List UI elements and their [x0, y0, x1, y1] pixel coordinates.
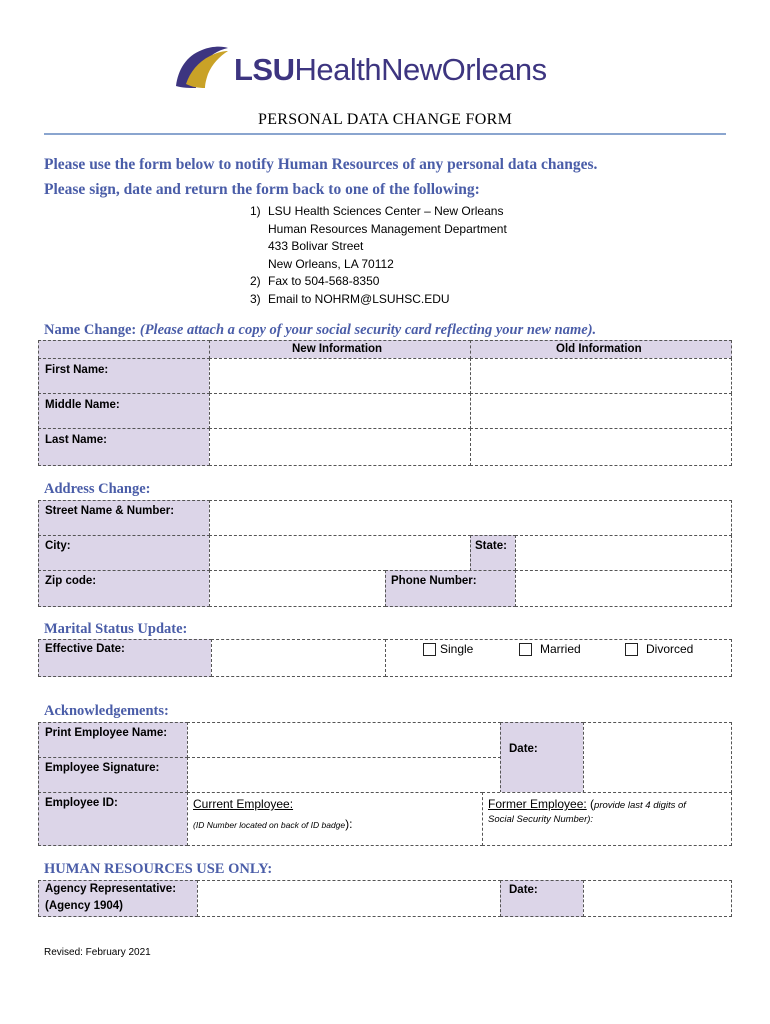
hr-date-label: Date:	[509, 884, 538, 896]
signature-label-cell	[38, 757, 188, 793]
married-checkbox[interactable]	[519, 643, 532, 656]
title-divider	[44, 133, 726, 135]
current-note-close: ):	[345, 817, 353, 831]
current-note-text: (ID Number located on back of ID badge	[193, 820, 346, 830]
name-header-blank	[38, 340, 210, 359]
signature-field[interactable]	[187, 757, 501, 793]
logo	[172, 42, 602, 94]
signature-label: Employee Signature:	[45, 762, 160, 774]
print-name-label: Print Employee Name:	[45, 727, 168, 739]
employee-id-label: Employee ID:	[45, 797, 118, 809]
city-label: City:	[45, 540, 71, 552]
fax-line: Fax to 504-568-8350	[268, 274, 380, 288]
first-name-new-field[interactable]	[209, 358, 471, 394]
middle-name-label: Middle Name:	[45, 399, 120, 411]
ack-date-label-cell	[500, 722, 584, 793]
state-label: State:	[475, 540, 507, 552]
current-employee-field[interactable]	[187, 792, 483, 846]
single-label: Single	[440, 642, 474, 656]
divorced-label: Divorced	[646, 642, 694, 656]
current-employee-label: Current Employee:	[193, 797, 294, 811]
last-name-new-field[interactable]	[209, 428, 471, 466]
address-line-1: LSU Health Sciences Center – New Orleans	[268, 204, 504, 218]
former-employee-field[interactable]	[482, 792, 732, 846]
city-field[interactable]	[209, 535, 471, 571]
logo-lsu-text: LSU	[234, 52, 295, 87]
agency-rep-field[interactable]	[197, 880, 501, 917]
middle-name-label-cell	[38, 393, 210, 429]
lsu-swoosh-icon	[172, 42, 230, 92]
first-name-label: First Name:	[45, 364, 109, 376]
married-label: Married	[540, 642, 581, 656]
agency-rep-label: Agency Representative:	[45, 883, 177, 895]
former-note-2: Social Security Number):	[488, 814, 594, 825]
zip-label: Zip code:	[45, 575, 97, 587]
print-name-field[interactable]	[187, 722, 501, 758]
name-header-new	[209, 340, 471, 359]
print-name-label-cell	[38, 722, 188, 758]
marital-status-heading: Marital Status Update:	[44, 621, 188, 637]
email-line: Email to NOHRM@LSUHSC.EDU	[268, 291, 450, 306]
middle-name-old-field[interactable]	[470, 393, 732, 429]
list-number-2: 2)	[250, 274, 261, 288]
effective-date-label-cell	[38, 639, 212, 677]
ack-date-label: Date:	[509, 743, 538, 755]
phone-label-cell	[385, 570, 516, 607]
intro-line-1: Please use the form below to notify Human Resources of any personal data changes.	[44, 156, 598, 173]
agency-rep-label-cell	[38, 880, 198, 917]
revised-date: Revised: February 2021	[44, 947, 151, 958]
first-name-label-cell	[38, 358, 210, 394]
effective-date-field[interactable]	[211, 639, 386, 677]
intro-line-2: Please sign, date and return the form back to one of the following:	[44, 181, 480, 198]
list-number-1: 1)	[250, 204, 261, 218]
state-label-cell	[470, 535, 516, 571]
former-paren: (	[590, 797, 595, 811]
state-field[interactable]	[515, 535, 732, 571]
current-employee-note	[193, 817, 352, 831]
form-title: PERSONAL DATA CHANGE FORM	[258, 111, 513, 128]
employee-id-label-cell	[38, 792, 188, 846]
single-checkbox[interactable]	[423, 643, 436, 656]
address-change-heading: Address Change:	[44, 481, 151, 497]
name-change-note: (Please attach a copy of your social security card reflecting your new name).	[139, 322, 597, 338]
street-label-cell	[38, 500, 210, 536]
middle-name-new-field[interactable]	[209, 393, 471, 429]
phone-field[interactable]	[515, 570, 732, 607]
last-name-old-field[interactable]	[470, 428, 732, 466]
column-old-info: Old Information	[556, 343, 642, 355]
former-note-1: provide last 4 digits of	[594, 800, 686, 811]
hr-date-field[interactable]	[583, 880, 732, 917]
name-header-old	[470, 340, 732, 359]
acknowledgements-heading: Acknowledgements:	[44, 703, 169, 719]
address-line-2: Human Resources Management Department	[268, 221, 507, 236]
ack-date-field[interactable]	[583, 722, 732, 793]
address-line-3: 433 Bolivar Street	[268, 239, 364, 253]
agency-code-label: (Agency 1904)	[45, 900, 123, 912]
hr-use-only-heading: HUMAN RESOURCES USE ONLY:	[44, 861, 273, 877]
zip-field[interactable]	[209, 570, 386, 607]
former-employee-heading	[488, 797, 686, 811]
city-label-cell	[38, 535, 210, 571]
effective-date-label: Effective Date:	[45, 643, 125, 655]
first-name-old-field[interactable]	[470, 358, 732, 394]
name-change-heading	[44, 322, 596, 339]
street-field[interactable]	[209, 500, 732, 536]
hr-date-label-cell	[500, 880, 584, 917]
phone-label: Phone Number:	[391, 575, 477, 587]
address-line-4: New Orleans, LA 70112	[268, 256, 394, 271]
logo-rest-text: HealthNewOrleans	[294, 52, 547, 87]
column-new-info: New Information	[292, 343, 383, 355]
marital-options-cell	[385, 639, 732, 677]
list-number-3: 3)	[250, 291, 261, 306]
last-name-label: Last Name:	[45, 434, 107, 446]
zip-label-cell	[38, 570, 210, 607]
return-address-list	[250, 203, 550, 313]
divorced-checkbox[interactable]	[625, 643, 638, 656]
name-change-title: Name Change:	[44, 322, 137, 338]
last-name-label-cell	[38, 428, 210, 466]
former-employee-label: Former Employee:	[488, 797, 587, 811]
street-label: Street Name & Number:	[45, 505, 175, 517]
